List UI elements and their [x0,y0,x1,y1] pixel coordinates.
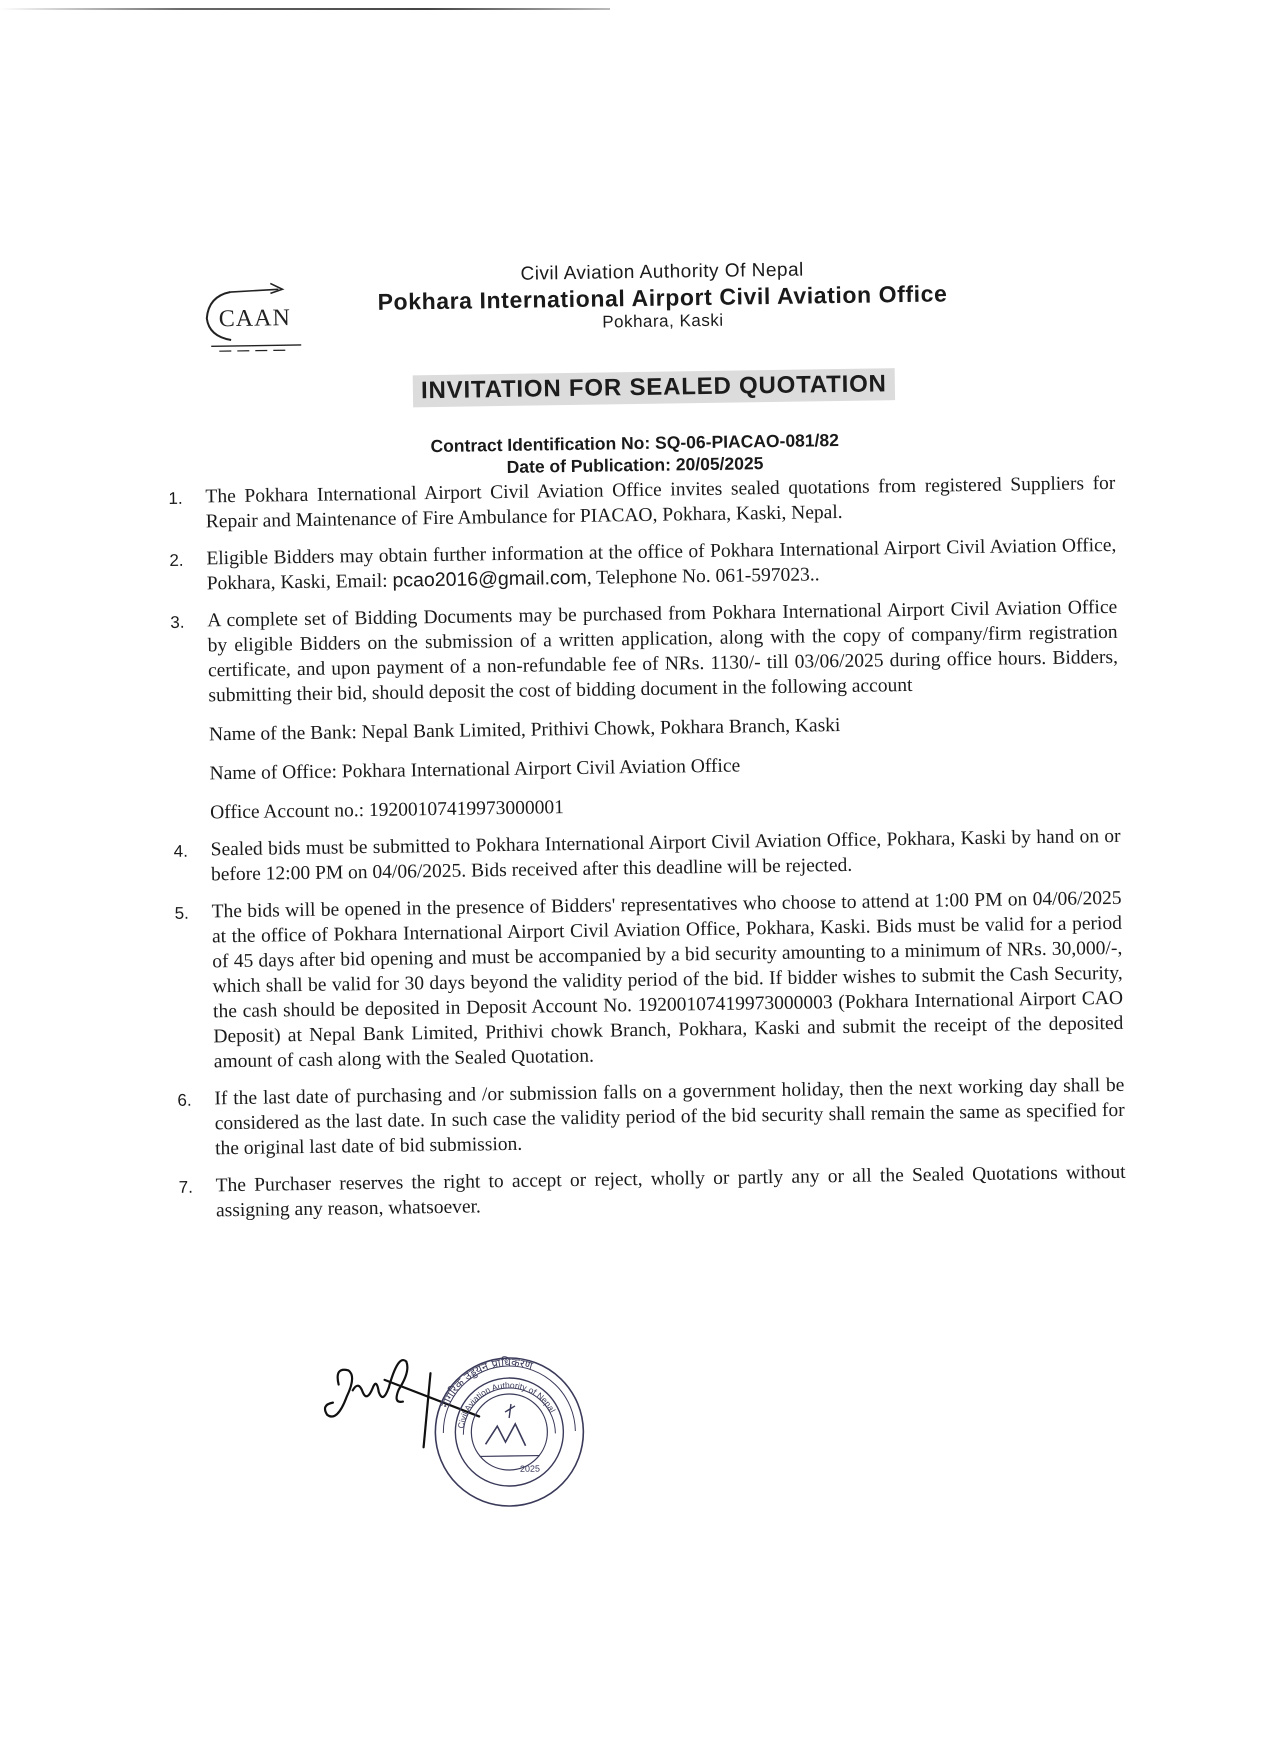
contract-id: Contract Identification No: SQ-06-PIACAO-081/82 [430,430,840,457]
authority-name: Civil Aviation Authority Of Nepal [520,259,804,285]
clause-7 [170,1160,1126,1224]
clause-number: 7. [178,1177,194,1197]
stamp-year: 2025 [519,1463,541,1474]
account-number: Office Account no.: 19200107419973000001 [209,797,565,824]
clause-text-part: Eligible Bidders may obtain further information at the office of Pokhara International Airport Civil Aviation Office, Pokhara, Kaski, Email: [206,534,1117,595]
clause-text: Sealed bids must be submitted to Pokhara International Airport Civil Aviation Office, Pokhara, Kaski by hand on or before 12:00 PM on 04/06/2025. Bids received after this deadline will be rejected. [210,825,1121,886]
clause-text [206,533,1117,596]
clause-text: The bids will be opened in the presence of Bidders' representatives who choose to attend at 1:00 PM on 04/06/2025 at the office of Pokhara International Airport Civil Aviation Office, Pokhara, Kaski. Bids must be valid for a period of 45 days after bid opening and must be accompanied by a bid security amounting to a minimum of NRs. 30,000/-, which shall be valid for 30 days beyond the validity period of the bid. If bidder wishes to submit the Cash Security, the cash should be deposited in Deposit Account No. 19200107419973000003 (Pokhara International Airport CAO Deposit) at Nepal Bank Limited, Prithivi chowk Branch, Pokhara, Kaski and submit the receipt of the deposited amount of cash along with the Sealed Quotation. [211,887,1124,1073]
account-office-name: Name of Office: Pokhara International Airport Civil Aviation Office [209,755,741,785]
clause-number: 5. [174,903,189,923]
clause-number: 6. [177,1090,192,1110]
clause-6 [169,1073,1125,1162]
letterhead [192,255,1093,368]
stamp-inner-text [455,1379,558,1429]
notice-title [374,368,934,408]
office-location: Pokhara, Kaski [602,310,724,332]
logo-lettering: CAAN [218,305,292,333]
clause-3 [162,595,1120,826]
clause-2 [161,533,1117,597]
stamp-outer-text-path: नागरिक उड्डयन प्राधिकरण [438,1355,535,1410]
clause-text: If the last date of purchasing and /or submission falls on a government holiday, then the next working day shall be considered as the last date. In such case the validity period of the bid security shall remain the same as specified for the original last date of bid submission. [214,1074,1125,1160]
contact-email: pcao2016@gmail.com [392,566,587,592]
stamp-inner-text-path: Civil Aviation Authority of Nepal [455,1379,558,1430]
clause-text: The Purchaser reserves the right to accept or reject, wholly or partly any or all the Sealed Quotations without assigning any reason, whatsoever. [215,1161,1126,1222]
caan-logo [200,273,311,355]
bank-name: Name of the Bank: Nepal Bank Limited, Prithivi Chowk, Pokhara Branch, Kaski [208,715,841,746]
signature-and-stamp [318,1341,591,1520]
clause-text: The Pokhara International Airport Civil Aviation Office invites sealed quotations from registered Suppliers for Repair and Maintenance of Fire Ambulance for PIACAO, Pokhara, Kaski, Nepal. [205,472,1116,533]
contract-meta [355,428,916,480]
clause-number: 3. [170,612,185,632]
clause-4 [166,824,1122,888]
letterhead-text [312,256,1013,336]
publication-date: Date of Publication: 20/05/2025 [506,453,764,477]
office-name: Pokhara International Airport Civil Aviation Office [377,280,948,315]
handwritten-signature [324,1359,479,1449]
clause-number: 2. [169,550,184,570]
clause-number: 1. [168,488,183,508]
clause-1 [160,471,1116,535]
clause-list [160,471,1126,1236]
clause-5 [166,886,1123,1075]
clause-number: 4. [173,841,189,861]
clause-text: A complete set of Bidding Documents may be purchased from Pokhara International Airport Civil Aviation Office by eligible Bidders on the submission of a written application, along with the copy of company/firm registration certificate, and upon payment of a non-refundable fee of NRs. 1130/- till 03/06/2025 during office hours. Bidders, submitting their bid, should deposit the cost of bidding document in the following account [207,596,1119,707]
clause-text-part: , Telephone No. 061-597023.. [586,564,820,589]
notice-title-text: INVITATION FOR SEALED QUOTATION [413,368,895,407]
